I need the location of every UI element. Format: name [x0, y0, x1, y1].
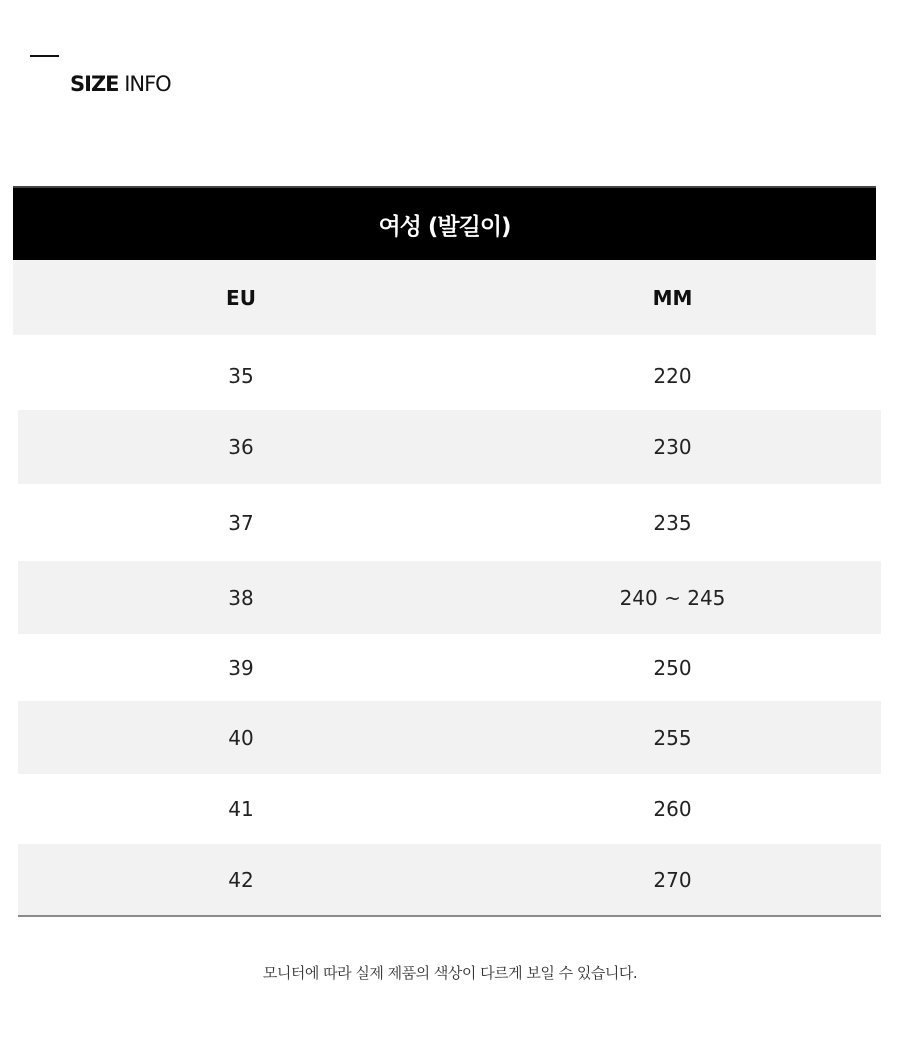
table-row	[18, 410, 881, 484]
table-row	[18, 561, 881, 634]
mm-size-cell: 270	[653, 867, 692, 892]
table-row	[18, 701, 881, 774]
section-title-bold: SIZE	[70, 72, 119, 96]
table-row	[18, 844, 881, 915]
table-row	[18, 634, 881, 701]
mm-size-cell: 230	[653, 435, 692, 459]
eu-size-cell: 37	[228, 510, 254, 535]
table-bottom-border	[18, 915, 881, 917]
mm-size-cell: 255	[653, 725, 692, 750]
mm-size-cell: 250	[653, 655, 692, 680]
mm-size-cell: 220	[653, 364, 692, 388]
title-accent-line	[30, 55, 59, 57]
eu-size-cell: 36	[228, 435, 254, 459]
section-title-light: INFO	[124, 72, 171, 96]
eu-size-cell: 35	[228, 364, 254, 388]
mm-size-cell: 240 ~ 245	[619, 585, 726, 610]
color-disclaimer-note: 모니터에 따라 실제 제품의 색상이 다르게 보일 수 있습니다.	[262, 964, 638, 982]
eu-size-cell: 38	[228, 585, 254, 610]
table-row	[18, 484, 881, 561]
eu-size-cell: 41	[228, 797, 254, 821]
column-header-eu: EU	[226, 285, 256, 310]
column-header-mm: MM	[652, 285, 693, 310]
eu-size-cell: 39	[228, 655, 254, 680]
section-title	[70, 72, 171, 96]
column-header-row	[13, 260, 876, 335]
size-table-title: 여성 (발길이)	[13, 188, 876, 260]
mm-size-cell: 235	[653, 510, 692, 535]
mm-size-cell: 260	[653, 797, 692, 821]
table-row	[18, 774, 881, 844]
eu-size-cell: 42	[228, 867, 254, 892]
eu-size-cell: 40	[228, 725, 254, 750]
table-row	[18, 342, 881, 410]
